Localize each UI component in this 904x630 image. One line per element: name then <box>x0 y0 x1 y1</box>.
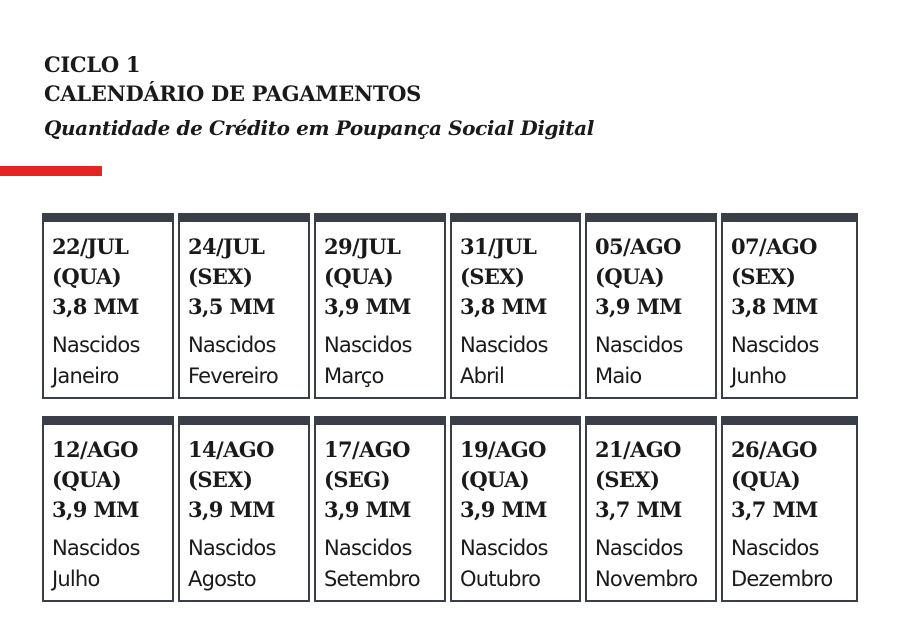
payment-amount: 3,9 MM <box>188 497 275 522</box>
payment-card <box>42 416 174 602</box>
payment-card <box>314 416 446 602</box>
payment-card <box>314 213 446 399</box>
born-label: Nascidos <box>595 333 683 357</box>
payment-date: 07/AGO <box>731 234 817 259</box>
page-subtitle: Quantidade de Crédito em Poupança Social Digital <box>44 116 594 140</box>
payment-date: 29/JUL <box>324 234 401 259</box>
payment-amount: 3,7 MM <box>595 497 682 522</box>
payment-card-content <box>723 222 856 392</box>
payment-date: 19/AGO <box>460 437 546 462</box>
payment-amount: 3,9 MM <box>595 294 682 319</box>
birth-month: Setembro <box>324 567 420 591</box>
payment-date: 12/AGO <box>52 437 138 462</box>
payment-card <box>42 213 174 399</box>
payment-amount: 3,9 MM <box>52 497 139 522</box>
payment-weekday: (SEX) <box>188 467 253 492</box>
born-label: Nascidos <box>324 333 412 357</box>
calendar-title: CALENDÁRIO DE PAGAMENTOS <box>44 81 422 106</box>
payment-card-content <box>452 222 579 392</box>
payment-card <box>178 213 310 399</box>
header <box>44 50 594 142</box>
payment-card-content <box>587 425 715 595</box>
payment-weekday: (QUA) <box>52 264 122 289</box>
payment-amount: 3,5 MM <box>188 294 275 319</box>
payment-date: 22/JUL <box>52 234 129 259</box>
payment-card <box>178 416 310 602</box>
payment-card <box>450 416 581 602</box>
payment-weekday: (SEX) <box>731 264 796 289</box>
payment-date: 17/AGO <box>324 437 410 462</box>
payment-card-content <box>180 425 308 595</box>
birth-month: Janeiro <box>52 364 119 388</box>
payment-amount: 3,9 MM <box>460 497 547 522</box>
payment-card-content <box>316 222 444 392</box>
payment-date: 14/AGO <box>188 437 274 462</box>
payment-card-content <box>44 222 172 392</box>
payment-date: 21/AGO <box>595 437 681 462</box>
payment-weekday: (SEX) <box>188 264 253 289</box>
born-label: Nascidos <box>188 536 276 560</box>
payment-weekday: (SEX) <box>595 467 660 492</box>
birth-month: Maio <box>595 364 642 388</box>
born-label: Nascidos <box>460 333 548 357</box>
payment-card <box>721 213 858 399</box>
payment-weekday: (QUA) <box>460 467 530 492</box>
payment-card <box>585 416 717 602</box>
born-label: Nascidos <box>188 333 276 357</box>
payment-weekday: (SEG) <box>324 467 390 492</box>
payment-card <box>585 213 717 399</box>
payment-amount: 3,8 MM <box>460 294 547 319</box>
born-label: Nascidos <box>731 333 819 357</box>
birth-month: Fevereiro <box>188 364 278 388</box>
accent-bar <box>0 166 102 176</box>
born-label: Nascidos <box>731 536 819 560</box>
payment-card-content <box>587 222 715 392</box>
born-label: Nascidos <box>460 536 548 560</box>
payment-card-content <box>180 222 308 392</box>
payment-date: 31/JUL <box>460 234 537 259</box>
payment-amount: 3,9 MM <box>324 497 411 522</box>
birth-month: Outubro <box>460 567 541 591</box>
payment-weekday: (QUA) <box>52 467 122 492</box>
birth-month: Julho <box>52 567 100 591</box>
payment-weekday: (QUA) <box>324 264 394 289</box>
cycle-title: CICLO 1 <box>44 52 141 77</box>
birth-month: Novembro <box>595 567 698 591</box>
birth-month: Agosto <box>188 567 256 591</box>
payment-card-content <box>316 425 444 595</box>
payment-card-content <box>44 425 172 595</box>
payment-card-content <box>452 425 579 595</box>
payment-amount: 3,8 MM <box>52 294 139 319</box>
payment-date: 05/AGO <box>595 234 681 259</box>
payment-card <box>721 416 858 602</box>
payment-card-content <box>723 425 856 595</box>
birth-month: Abril <box>460 364 504 388</box>
payment-date: 24/JUL <box>188 234 265 259</box>
born-label: Nascidos <box>324 536 412 560</box>
birth-month: Março <box>324 364 384 388</box>
born-label: Nascidos <box>595 536 683 560</box>
birth-month: Junho <box>731 364 786 388</box>
payment-weekday: (QUA) <box>731 467 801 492</box>
payment-amount: 3,9 MM <box>324 294 411 319</box>
payment-amount: 3,7 MM <box>731 497 818 522</box>
payment-weekday: (SEX) <box>460 264 525 289</box>
born-label: Nascidos <box>52 536 140 560</box>
born-label: Nascidos <box>52 333 140 357</box>
payment-card <box>450 213 581 399</box>
payment-date: 26/AGO <box>731 437 817 462</box>
payment-amount: 3,8 MM <box>731 294 818 319</box>
payment-weekday: (QUA) <box>595 264 665 289</box>
birth-month: Dezembro <box>731 567 833 591</box>
